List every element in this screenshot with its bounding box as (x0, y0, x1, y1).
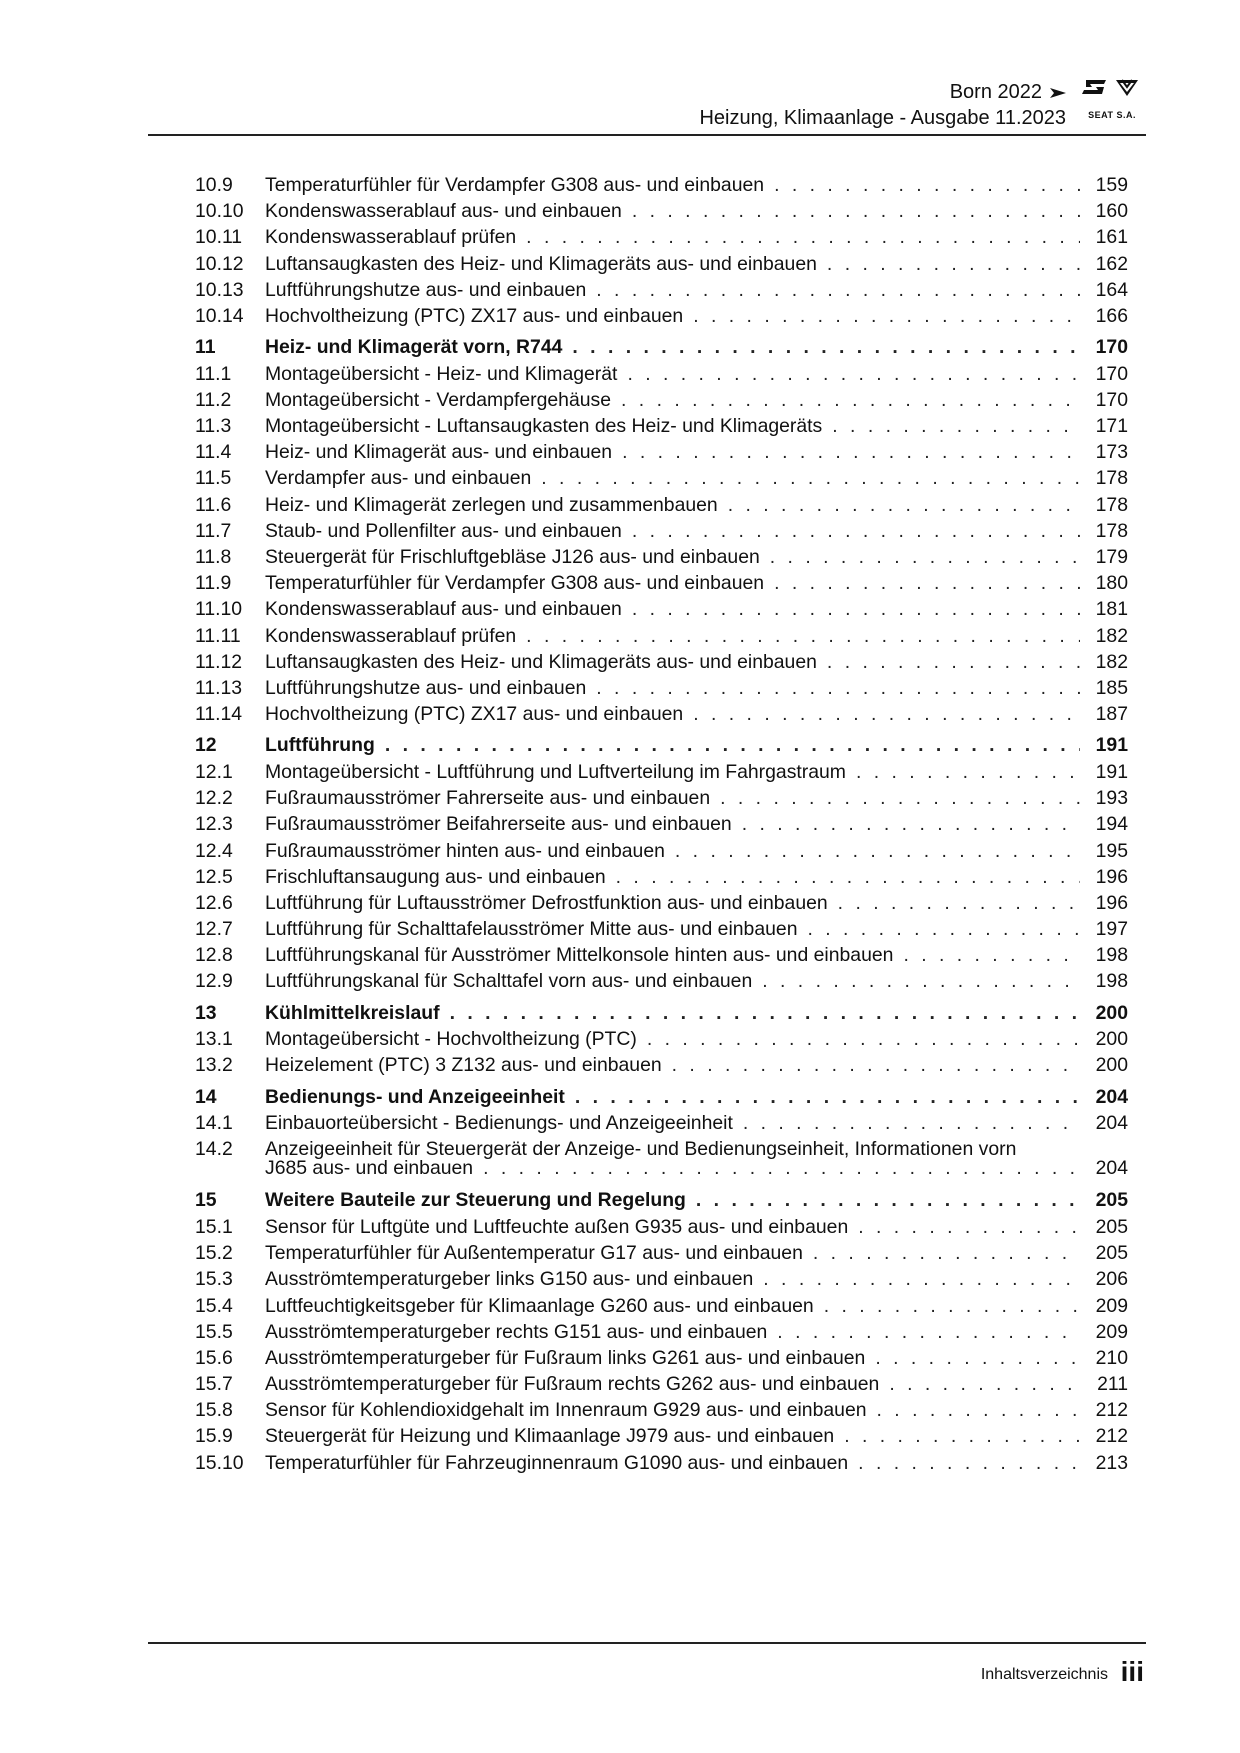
toc-leader-dots (856, 759, 1080, 785)
toc-page: 162 (1095, 252, 1128, 275)
toc-leader-dots (807, 916, 1080, 942)
toc-leader-dots (526, 224, 1080, 250)
toc-chapter-row[interactable] (195, 334, 1128, 361)
toc-title: Steuergerät für Heizung und Klimaanlage J979 aus- und einbauen (265, 1425, 835, 1448)
toc-leader-dots (483, 1155, 1080, 1181)
toc-title: Montageübersicht - Heiz- und Klimagerät (265, 362, 618, 385)
toc-number: 14.2 (195, 1138, 233, 1161)
toc-row[interactable] (195, 811, 1128, 837)
toc-row[interactable] (195, 224, 1128, 250)
toc-title: Luftführungskanal für Ausströmer Mittelkonsole hinten aus- und einbauen (265, 944, 894, 967)
toc-page: 170 (1095, 362, 1128, 385)
toc-page: 173 (1095, 441, 1128, 464)
toc-title: Luftführungshutze aus- und einbauen (265, 278, 587, 301)
toc-leader-dots (827, 649, 1080, 675)
toc-row[interactable] (195, 596, 1128, 622)
toc-leader-dots (858, 1450, 1080, 1476)
toc-number: 12.2 (195, 787, 233, 810)
toc-row[interactable] (195, 890, 1128, 916)
header-rule (148, 134, 1146, 136)
toc-leader-dots (632, 198, 1080, 224)
toc-title: Luftführung für Schalttafelausströmer Mitte aus- und einbauen (265, 918, 798, 941)
toc-number: 11.7 (195, 519, 232, 542)
toc-page: 170 (1095, 336, 1128, 359)
toc-number: 12.3 (195, 813, 233, 836)
toc-number: 14.1 (195, 1112, 233, 1135)
toc-number: 11.12 (195, 650, 243, 673)
toc-row[interactable] (195, 968, 1128, 994)
toc-page: 209 (1095, 1294, 1128, 1317)
toc-leader-dots (774, 172, 1080, 198)
toc-row[interactable] (195, 785, 1128, 811)
toc-leader-dots (696, 1187, 1080, 1213)
toc-page: 200 (1095, 1001, 1128, 1024)
toc-title: Luftführungshutze aus- und einbauen (265, 676, 587, 699)
toc-row[interactable] (195, 492, 1128, 518)
toc-number: 12.5 (195, 865, 233, 888)
toc-page: 160 (1095, 200, 1128, 223)
toc-leader-dots (672, 1052, 1080, 1078)
toc-leader-dots (844, 1423, 1080, 1449)
toc-row[interactable] (195, 649, 1128, 675)
toc-title: Temperaturfühler für Fahrzeuginnenraum G1090 aus- und einbauen (265, 1451, 849, 1474)
toc-title: Ausströmtemperaturgeber für Fußraum links G261 aus- und einbauen (265, 1346, 866, 1369)
toc-row[interactable] (195, 172, 1128, 198)
toc-title: Sensor für Luftgüte und Luftfeuchte außen G935 aus- und einbauen (265, 1215, 849, 1238)
header-subtitle: Heizung, Klimaanlage - Ausgabe 11.2023 (699, 107, 1066, 129)
footer-page-number: iii (1120, 1656, 1144, 1687)
toc-number: 15.3 (195, 1268, 233, 1291)
toc-row[interactable] (195, 1214, 1128, 1240)
table-of-contents (195, 172, 1128, 1476)
toc-title-line1: Anzeigeeinheit für Steuergerät der Anzeige- und Bedienungseinheit, Informationen vorn (265, 1138, 1017, 1161)
toc-page: 191 (1095, 760, 1128, 783)
toc-page: 170 (1095, 388, 1128, 411)
toc-leader-dots (450, 1000, 1080, 1026)
toc-page: 205 (1095, 1215, 1128, 1238)
toc-title: Montageübersicht - Hochvoltheizung (PTC) (265, 1028, 637, 1051)
toc-number: 11.2 (195, 388, 232, 411)
toc-number: 11.1 (195, 362, 232, 385)
toc-leader-dots (632, 518, 1080, 544)
toc-row[interactable] (195, 838, 1128, 864)
toc-leader-dots (647, 1026, 1080, 1052)
footer-rule (148, 1642, 1146, 1644)
header-model: Born 2022 (949, 81, 1042, 103)
toc-leader-dots (621, 387, 1080, 413)
toc-leader-dots (889, 1371, 1080, 1397)
toc-row[interactable] (195, 570, 1128, 596)
toc-row[interactable] (195, 1052, 1128, 1078)
toc-leader-dots (627, 361, 1080, 387)
toc-row[interactable] (195, 942, 1128, 968)
toc-leader-dots (762, 968, 1080, 994)
toc-leader-dots (827, 251, 1080, 277)
toc-leader-dots (675, 838, 1080, 864)
toc-page: 171 (1095, 415, 1128, 438)
toc-leader-dots (903, 942, 1080, 968)
toc-leader-dots (770, 544, 1080, 570)
toc-page: 195 (1095, 839, 1128, 862)
toc-page: 212 (1095, 1399, 1128, 1422)
toc-number: 11.6 (195, 493, 232, 516)
toc-page: 159 (1095, 174, 1128, 196)
toc-leader-dots (526, 623, 1080, 649)
toc-title: Luftführung (265, 734, 375, 757)
footer-label: Inhaltsverzeichnis (980, 1666, 1108, 1683)
toc-leader-dots (838, 890, 1080, 916)
toc-page: 209 (1095, 1320, 1128, 1343)
toc-title: Fußraumausströmer hinten aus- und einbauen (265, 839, 665, 862)
toc-number: 15.9 (195, 1425, 233, 1448)
toc-page: 182 (1095, 650, 1128, 673)
toc-page: 178 (1095, 467, 1128, 490)
toc-page: 193 (1095, 787, 1128, 810)
toc-title: Ausströmtemperaturgeber für Fußraum rechts G262 aus- und einbauen (265, 1373, 880, 1396)
toc-title: Hochvoltheizung (PTC) ZX17 aus- und einbauen (265, 304, 684, 327)
toc-number: 15.8 (195, 1399, 233, 1422)
toc-title: Kondenswasserablauf aus- und einbauen (265, 598, 622, 621)
toc-title: Heizelement (PTC) 3 Z132 aus- und einbauen (265, 1054, 662, 1077)
toc-leader-dots (632, 596, 1080, 622)
toc-leader-dots (743, 1110, 1080, 1136)
toc-leader-dots (774, 570, 1080, 596)
toc-number: 10.14 (195, 304, 244, 327)
toc-row[interactable] (195, 1266, 1128, 1292)
toc-row[interactable] (195, 439, 1128, 465)
toc-page: 197 (1095, 918, 1128, 941)
toc-title: Heiz- und Klimagerät aus- und einbauen (265, 441, 613, 464)
toc-number: 12 (195, 734, 217, 757)
toc-leader-dots (875, 1345, 1080, 1371)
toc-number: 15.1 (195, 1215, 233, 1238)
toc-number: 15.5 (195, 1320, 233, 1343)
toc-row[interactable] (195, 1345, 1128, 1371)
toc-title: Staub- und Pollenfilter aus- und einbauen (265, 519, 622, 542)
toc-chapter-row[interactable] (195, 1000, 1128, 1027)
toc-page: 204 (1095, 1112, 1128, 1135)
toc-number: 11.11 (195, 624, 241, 647)
toc-title: Luftfeuchtigkeitsgeber für Klimaanlage G260 aus- und einbauen (265, 1294, 814, 1317)
toc-title: Temperaturfühler für Verdampfer G308 aus- und einbauen (265, 572, 765, 595)
toc-page: 198 (1095, 970, 1128, 993)
toc-title: Weitere Bauteile zur Steuerung und Regelung (265, 1189, 686, 1212)
toc-title: Luftansaugkasten des Heiz- und Klimageräts aus- und einbauen (265, 252, 817, 275)
toc-title: Steuergerät für Frischluftgebläse J126 aus- und einbauen (265, 546, 760, 569)
arrow-right-icon (1050, 87, 1066, 99)
toc-number: 12.4 (195, 839, 233, 862)
toc-leader-dots (572, 334, 1080, 360)
toc-page: 181 (1095, 598, 1128, 621)
toc-leader-dots (720, 785, 1080, 811)
toc-title: Kondenswasserablauf aus- und einbauen (265, 200, 622, 223)
toc-row[interactable] (195, 465, 1128, 491)
toc-leader-dots (877, 1397, 1080, 1423)
toc-row[interactable] (195, 277, 1128, 303)
toc-title: Montageübersicht - Verdampfergehäuse (265, 388, 612, 411)
toc-title: Temperaturfühler für Verdampfer G308 aus- und einbauen (265, 174, 765, 196)
toc-title: Montageübersicht - Luftansaugkasten des Heiz- und Klimageräts (265, 415, 823, 438)
toc-leader-dots (824, 1293, 1080, 1319)
toc-leader-dots (728, 492, 1080, 518)
toc-row[interactable] (195, 864, 1128, 890)
toc-number: 11.9 (195, 572, 232, 595)
toc-row[interactable] (195, 1136, 1128, 1182)
toc-row[interactable] (195, 544, 1128, 570)
toc-page: 179 (1095, 546, 1128, 569)
toc-title: Frischluftansaugung aus- und einbauen (265, 865, 606, 888)
toc-row[interactable] (195, 518, 1128, 544)
toc-number: 13 (195, 1001, 217, 1024)
toc-page: 206 (1095, 1268, 1128, 1291)
toc-number: 10.10 (195, 200, 244, 223)
toc-page: 198 (1095, 944, 1128, 967)
toc-row[interactable] (195, 1110, 1128, 1136)
toc-title: Luftführung für Luftausströmer Defrostfunktion aus- und einbauen (265, 891, 828, 914)
toc-leader-dots (622, 439, 1080, 465)
page-header (148, 74, 1146, 134)
toc-page: 185 (1095, 676, 1128, 699)
toc-row[interactable] (195, 387, 1128, 413)
toc-number: 11.3 (195, 415, 232, 438)
toc-number: 12.7 (195, 918, 233, 941)
toc-row[interactable] (195, 916, 1128, 942)
toc-title-line2: J685 aus- und einbauen (265, 1157, 474, 1180)
toc-row[interactable] (195, 701, 1128, 727)
toc-row[interactable] (195, 759, 1128, 785)
toc-leader-dots (385, 732, 1080, 758)
toc-title: Ausströmtemperaturgeber links G150 aus- und einbauen (265, 1268, 754, 1291)
toc-title: Bedienungs- und Anzeigeeinheit (265, 1085, 565, 1108)
toc-title: Heiz- und Klimagerät vorn, R744 (265, 336, 563, 359)
toc-page: 211 (1097, 1373, 1128, 1396)
toc-number: 11.13 (195, 676, 243, 699)
toc-page: 213 (1095, 1451, 1128, 1474)
toc-number: 10.12 (195, 252, 244, 275)
toc-page: 204 (1095, 1157, 1128, 1180)
toc-number: 15.10 (195, 1451, 244, 1474)
toc-row[interactable] (195, 1450, 1128, 1476)
toc-row[interactable] (195, 1397, 1128, 1423)
toc-number: 10.11 (195, 226, 243, 249)
toc-page: 204 (1095, 1085, 1128, 1108)
toc-row[interactable] (195, 303, 1128, 329)
toc-number: 11.4 (195, 441, 232, 464)
toc-page: 200 (1095, 1028, 1128, 1051)
toc-row[interactable] (195, 1026, 1128, 1052)
toc-row[interactable] (195, 1423, 1128, 1449)
toc-title: Hochvoltheizung (PTC) ZX17 aus- und einbauen (265, 703, 684, 726)
toc-row[interactable] (195, 251, 1128, 277)
toc-page: 210 (1095, 1346, 1128, 1369)
toc-page: 205 (1095, 1242, 1128, 1265)
toc-leader-dots (742, 811, 1080, 837)
toc-number: 12.9 (195, 970, 233, 993)
toc-leader-dots (693, 303, 1080, 329)
toc-title: Sensor für Kohlendioxidgehalt im Innenraum G929 aus- und einbauen (265, 1399, 867, 1422)
toc-page: 200 (1095, 1054, 1128, 1077)
toc-leader-dots (777, 1319, 1080, 1345)
toc-number: 15.6 (195, 1346, 233, 1369)
toc-leader-dots (693, 701, 1080, 727)
toc-number: 12.8 (195, 944, 233, 967)
toc-number: 13.1 (195, 1028, 233, 1051)
toc-page: 196 (1095, 865, 1128, 888)
toc-title: Ausströmtemperaturgeber rechts G151 aus- und einbauen (265, 1320, 768, 1343)
toc-page: 196 (1095, 891, 1128, 914)
toc-row[interactable] (195, 361, 1128, 387)
toc-number: 11.5 (195, 467, 232, 490)
toc-title: Kühlmittelkreislauf (265, 1001, 440, 1024)
toc-page: 187 (1095, 703, 1128, 726)
toc-number: 10.13 (195, 278, 244, 301)
toc-title: Kondenswasserablauf prüfen (265, 624, 517, 647)
toc-number: 15 (195, 1189, 217, 1212)
toc-number: 15.7 (195, 1373, 233, 1396)
toc-number: 15.2 (195, 1242, 233, 1265)
toc-title: Fußraumausströmer Fahrerseite aus- und einbauen (265, 787, 711, 810)
toc-number: 15.4 (195, 1294, 233, 1317)
toc-page: 178 (1095, 493, 1128, 516)
toc-page: 178 (1095, 519, 1128, 542)
toc-title: Kondenswasserablauf prüfen (265, 226, 517, 249)
toc-row[interactable] (195, 1293, 1128, 1319)
toc-number: 13.2 (195, 1054, 233, 1077)
toc-leader-dots (858, 1214, 1080, 1240)
toc-leader-dots (763, 1266, 1080, 1292)
toc-row[interactable] (195, 1240, 1128, 1266)
toc-number: 14 (195, 1085, 217, 1108)
toc-row[interactable] (195, 623, 1128, 649)
header-model-line (950, 81, 1066, 104)
toc-page: 212 (1095, 1425, 1128, 1448)
toc-row[interactable] (195, 1371, 1128, 1397)
toc-number: 12.6 (195, 891, 233, 914)
toc-title: Temperaturfühler für Außentemperatur G17 aus- und einbauen (265, 1242, 803, 1265)
toc-leader-dots (541, 465, 1080, 491)
toc-page: 182 (1095, 624, 1128, 647)
toc-number: 11 (195, 336, 216, 359)
toc-leader-dots (813, 1240, 1080, 1266)
toc-number: 11.8 (195, 546, 232, 569)
toc-number: 11.10 (195, 598, 243, 621)
toc-leader-dots (832, 413, 1080, 439)
toc-page: 161 (1095, 226, 1128, 249)
toc-leader-dots (596, 675, 1080, 701)
toc-page: 191 (1095, 734, 1128, 757)
toc-chapter-row[interactable] (195, 1084, 1128, 1111)
toc-number: 10.9 (195, 174, 233, 196)
toc-row[interactable] (195, 675, 1128, 701)
toc-title: Einbauorteübersicht - Bedienungs- und Anzeigeeinheit (265, 1112, 733, 1135)
toc-row[interactable] (195, 1319, 1128, 1345)
toc-page: 164 (1095, 278, 1128, 301)
logo-caption: SEAT S.A. (1088, 110, 1136, 120)
toc-title: Luftansaugkasten des Heiz- und Klimageräts aus- und einbauen (265, 650, 817, 673)
toc-title: Verdampfer aus- und einbauen (265, 467, 532, 490)
toc-row[interactable] (195, 198, 1128, 224)
toc-page: 166 (1095, 304, 1128, 327)
toc-page: 180 (1095, 572, 1128, 595)
toc-leader-dots (616, 864, 1080, 890)
toc-title: Montageübersicht - Luftführung und Luftverteilung im Fahrgastraum (265, 760, 846, 783)
toc-chapter-row[interactable] (195, 732, 1128, 759)
toc-leader-dots (596, 277, 1080, 303)
toc-title-line2-wrap (265, 1155, 1128, 1181)
toc-chapter-row[interactable] (195, 1187, 1128, 1214)
toc-row[interactable] (195, 413, 1128, 439)
toc-page: 205 (1095, 1189, 1128, 1212)
toc-number: 12.1 (195, 760, 233, 783)
toc-leader-dots (575, 1084, 1080, 1110)
toc-title: Fußraumausströmer Beifahrerseite aus- und einbauen (265, 813, 732, 836)
toc-number: 11.14 (195, 703, 243, 726)
toc-page: 194 (1095, 813, 1128, 836)
toc-title: Heiz- und Klimagerät zerlegen und zusammenbauen (265, 493, 718, 516)
toc-title: Luftführungskanal für Schalttafel vorn aus- und einbauen (265, 970, 753, 993)
